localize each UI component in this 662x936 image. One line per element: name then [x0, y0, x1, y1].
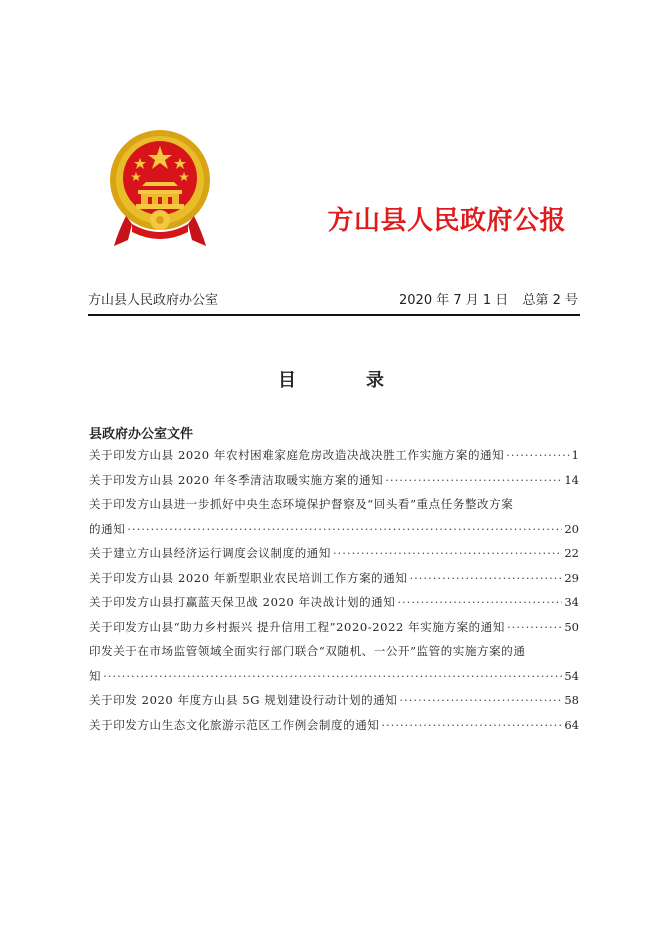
national-emblem-icon	[108, 128, 212, 252]
toc-entry-title: 关于印发方山县打赢蓝天保卫战 2020 年决战计划的通知	[89, 595, 396, 609]
header-divider	[88, 314, 580, 316]
toc-entry[interactable]	[89, 692, 579, 717]
issue-number: 总第 2 号	[522, 293, 578, 308]
leader-dots	[507, 619, 562, 635]
toc-heading	[0, 366, 662, 392]
toc-list	[89, 447, 579, 741]
toc-entry-page: 34	[564, 595, 579, 609]
issuer-name: 方山县人民政府办公室	[88, 293, 219, 308]
toc-entry-page: 22	[564, 546, 579, 560]
toc-heading-char-1: 目	[278, 370, 296, 391]
toc-entry-page: 54	[564, 668, 579, 683]
leader-dots	[127, 521, 562, 537]
leader-dots	[397, 594, 562, 610]
toc-entry-title: 关于印发方山生态文化旅游示范区工作例会制度的通知	[89, 717, 380, 732]
toc-entry-title: 的通知	[89, 521, 126, 536]
toc-entry-title: 印发关于在市场监管领域全面实行部门联合“双随机、一公开”监管的实施方案的通	[89, 644, 526, 658]
toc-entry-page: 20	[564, 521, 579, 536]
toc-entry[interactable]	[89, 668, 579, 693]
toc-entry[interactable]	[89, 496, 579, 521]
toc-entry-title: 关于建立方山县经济运行调度会议制度的通知	[89, 546, 331, 560]
toc-entry[interactable]	[89, 717, 579, 742]
toc-entry-title: 关于印发方山县 2020 年新型职业农民培训工作方案的通知	[89, 570, 408, 585]
toc-heading-char-2: 录	[366, 370, 384, 391]
toc-entry[interactable]	[89, 447, 579, 472]
toc-entry-title: 关于印发方山县进一步抓好中央生态环境保护督察及“回头看”重点任务整改方案	[89, 497, 514, 511]
toc-entry-page: 14	[564, 472, 579, 487]
leader-dots	[385, 472, 562, 488]
toc-entry-page: 50	[564, 619, 579, 634]
toc-entry-page: 29	[564, 570, 579, 585]
toc-entry-page: 1	[571, 448, 579, 462]
issue-date: 2020 年 7 月 1 日	[399, 293, 509, 308]
toc-entry-title: 关于印发方山县 2020 年冬季清洁取暖实施方案的通知	[89, 472, 384, 487]
toc-entry[interactable]	[89, 570, 579, 595]
toc-entry-title: 关于印发方山县 2020 年农村困难家庭危房改造决战决胜工作实施方案的通知	[89, 448, 505, 462]
toc-entry[interactable]	[89, 619, 579, 644]
toc-entry[interactable]	[89, 472, 579, 497]
toc-entry-title: 关于印发方山县“助力乡村振兴 提升信用工程”2020-2022 年实施方案的通知	[89, 619, 505, 634]
leader-dots	[333, 545, 562, 561]
leader-dots	[103, 668, 562, 684]
issue-info	[389, 289, 578, 308]
leader-dots	[381, 717, 562, 733]
toc-entry-page: 58	[564, 693, 579, 707]
toc-entry[interactable]	[89, 521, 579, 546]
toc-entry[interactable]	[89, 643, 579, 668]
leader-dots	[409, 570, 562, 586]
toc-entry[interactable]	[89, 594, 579, 619]
toc-entry[interactable]	[89, 545, 579, 570]
leader-dots	[399, 692, 562, 708]
toc-entry-title: 知	[89, 668, 102, 683]
masthead-title: 方山县人民政府公报	[327, 206, 566, 236]
section-title: 县政府办公室文件	[89, 427, 194, 442]
toc-entry-title: 关于印发 2020 年度方山县 5G 规划建设行动计划的通知	[89, 693, 398, 707]
leader-dots	[506, 447, 569, 463]
toc-entry-page: 64	[564, 717, 579, 732]
